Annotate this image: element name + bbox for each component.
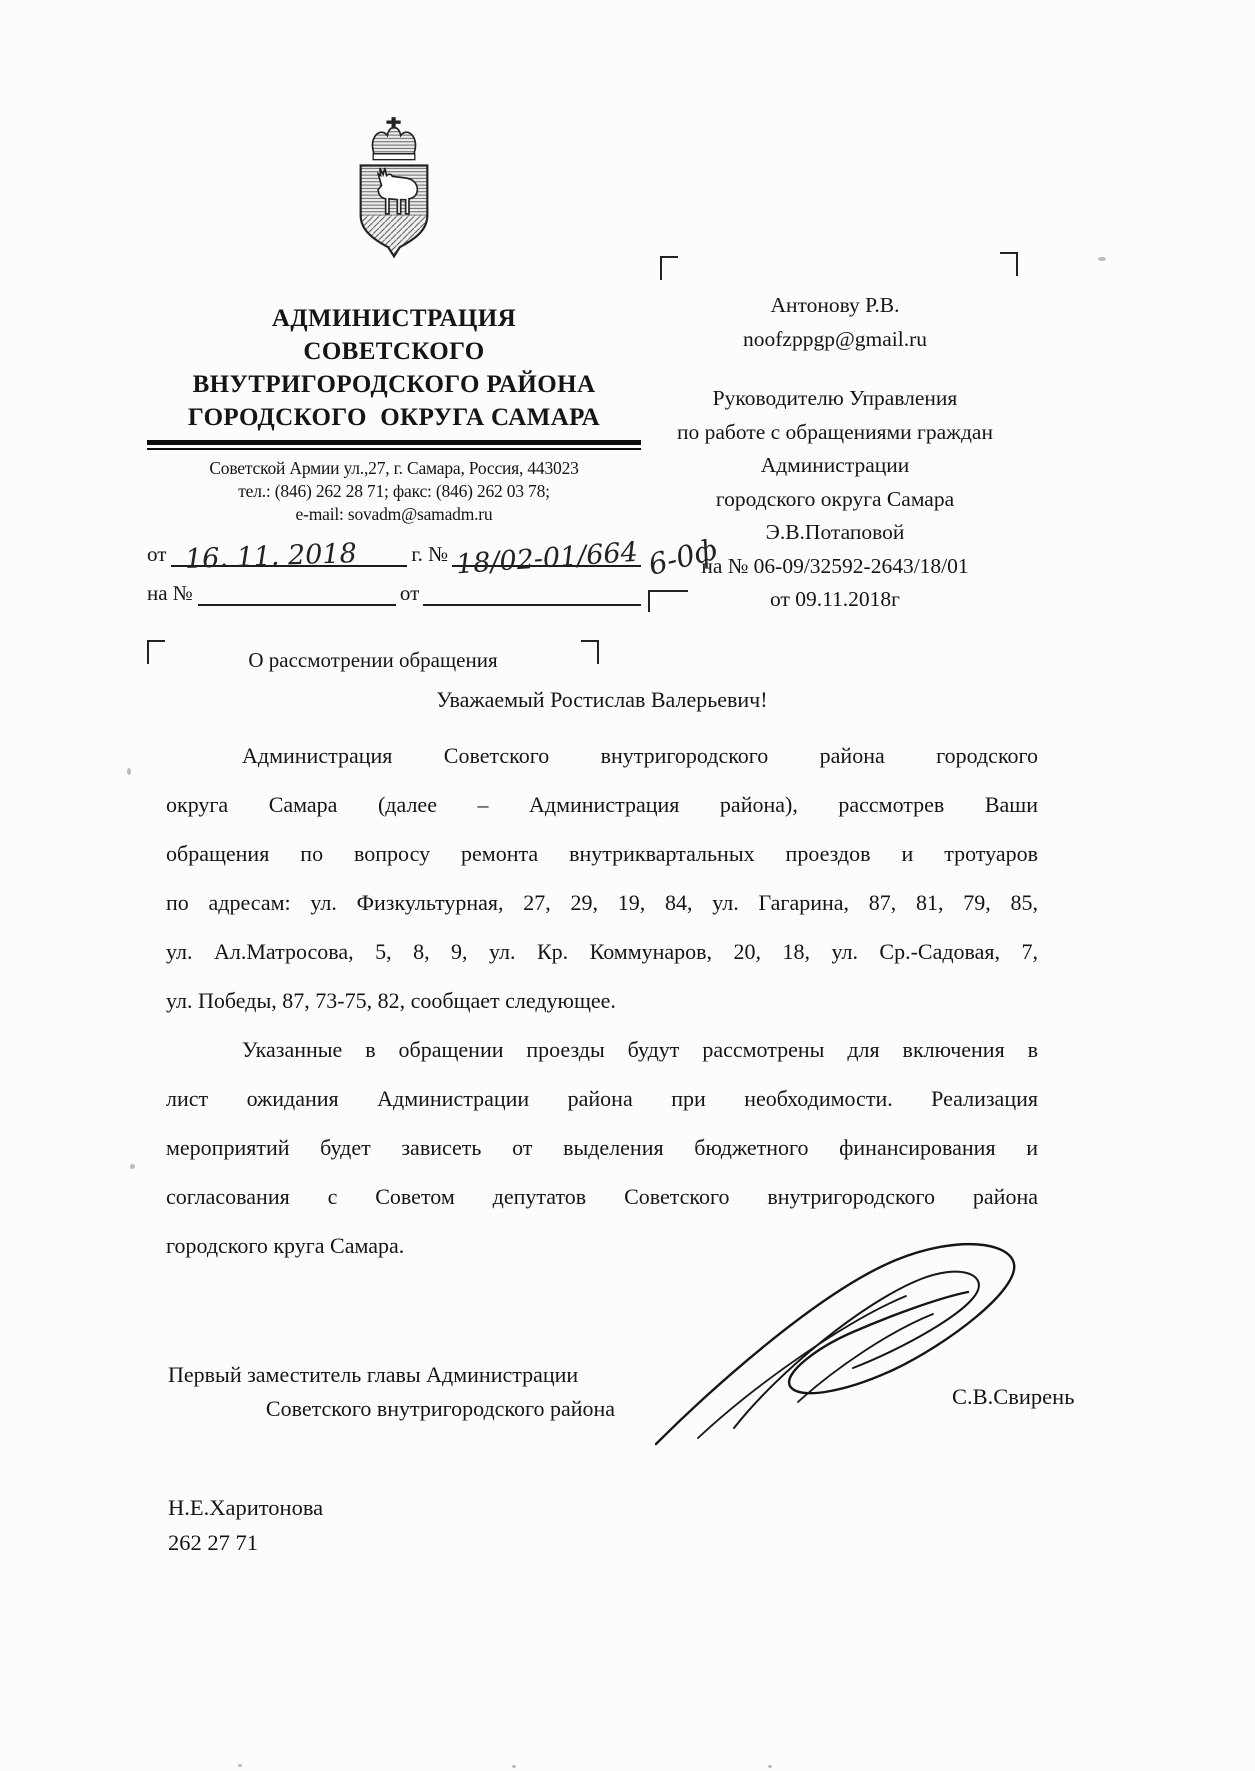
body-line: согласования с Советом депутатов Советского внутригородского района bbox=[166, 1184, 1038, 1209]
scan-speck bbox=[1098, 257, 1106, 261]
org-name-line: ГОРОДСКОГО ОКРУГА САМАРА bbox=[187, 404, 601, 431]
coat-of-arms-icon bbox=[344, 108, 444, 268]
recipient-block bbox=[655, 288, 1015, 617]
handwritten-number: 18/02-01/664 bbox=[455, 536, 639, 581]
executor-name: Н.Е.Харитонова bbox=[168, 1495, 324, 1520]
corner-bracket-icon bbox=[581, 640, 599, 664]
body-line: обращения по вопросу ремонта внутриквартальных проездов и тротуаров bbox=[166, 841, 1038, 866]
recipient-email: noofzppgp@gmail.ru bbox=[743, 327, 927, 351]
body-line: лист ожидания Администрации района при необходимости. Реализация bbox=[166, 1086, 1038, 1111]
recipient-line: Э.В.Потаповой bbox=[765, 520, 905, 544]
number-blank bbox=[452, 536, 641, 581]
recipient-name: Антонову Р.В. bbox=[770, 293, 900, 317]
reply-number-blank bbox=[198, 578, 396, 606]
recipient-ref-number: на № 06-09/32592-2643/18/01 bbox=[701, 553, 969, 578]
body-line: мероприятий будет зависеть от выделения бюджетного финансирования и bbox=[166, 1135, 1038, 1160]
org-name-line: АДМИНИСТРАЦИЯ bbox=[271, 305, 517, 332]
outgoing-reference-line bbox=[147, 536, 641, 581]
executor-block bbox=[168, 1490, 323, 1560]
signer-title bbox=[168, 1358, 713, 1426]
recipient-line: по работе с обращениями граждан bbox=[677, 419, 993, 444]
address-line: e-mail: sovadm@samadm.ru bbox=[295, 504, 493, 524]
reply-date-blank bbox=[423, 578, 641, 606]
letterhead bbox=[147, 108, 641, 673]
body-line: ул. Ал.Матросова, 5, 8, 9, ул. Кр. Коммунаров, 20, 18, ул. Ср.-Садовая, 7, bbox=[166, 939, 1038, 964]
subject-text: О рассмотрении обращения bbox=[248, 648, 498, 672]
scan-speck bbox=[130, 1164, 135, 1169]
date-blank bbox=[171, 538, 407, 575]
letterhead-address bbox=[147, 457, 641, 526]
signature-icon bbox=[638, 1232, 1038, 1467]
signer-name: С.В.Свирень bbox=[952, 1384, 1075, 1409]
letterhead-rule-thin bbox=[147, 448, 641, 450]
recipient-line: городского округа Самара bbox=[715, 486, 955, 511]
recipient-ref-date: от 09.11.2018г bbox=[769, 587, 900, 611]
body-line: по адресам: ул. Физкультурная, 27, 29, 19, 84, ул. Гагарина, 87, 81, 79, 85, bbox=[166, 890, 1038, 915]
letterhead-rule-thick bbox=[147, 440, 641, 445]
signer-title-line: Советского внутригородского района bbox=[265, 1396, 616, 1421]
recipient-line: Администрации bbox=[760, 453, 910, 477]
body-line: городского круга Самара. bbox=[166, 1233, 405, 1258]
recipient-line: Руководителю Управления bbox=[712, 386, 958, 410]
letter-body bbox=[166, 685, 1038, 1270]
org-name-line: ВНУТРИГОРОДСКОГО РАЙОНА bbox=[192, 371, 596, 398]
handwritten-date: 16. 11. 2018 bbox=[184, 538, 358, 575]
paragraph-1 bbox=[166, 731, 1038, 1025]
body-line: ул. Победы, 87, 73-75, 82, сообщает следующее. bbox=[166, 988, 616, 1013]
scan-speck bbox=[768, 1765, 772, 1768]
address-line: тел.: (846) 262 28 71; факс: (846) 262 03 78; bbox=[238, 481, 550, 501]
body-line: Указанные в обращении проезды будут рассмотрены для включения в bbox=[242, 1037, 1038, 1062]
reply-reference-line bbox=[147, 578, 641, 606]
subject-row bbox=[147, 640, 599, 673]
signer-title-line: Первый заместитель главы Администрации bbox=[168, 1362, 579, 1387]
org-name bbox=[147, 302, 641, 434]
address-line: Советской Армии ул.,27, г. Самара, Россия, 443023 bbox=[209, 458, 579, 478]
reply-from-label: от bbox=[399, 581, 420, 605]
handwritten-number-suffix: 6-0ф bbox=[644, 532, 721, 582]
body-line: округа Самара (далее – Администрация района), рассмотрев Ваши bbox=[166, 792, 1038, 817]
from-label: от bbox=[147, 542, 167, 566]
scan-speck bbox=[512, 1765, 516, 1768]
body-line: Администрация Советского внутригородского района городского bbox=[242, 743, 1038, 768]
salutation: Уважаемый Ростислав Валерьевич! bbox=[436, 687, 768, 712]
corner-bracket-icon bbox=[1000, 252, 1018, 276]
corner-bracket-icon bbox=[660, 256, 678, 280]
corner-bracket-icon bbox=[147, 640, 165, 664]
scan-speck bbox=[127, 768, 131, 775]
recipient-position bbox=[655, 382, 1015, 617]
number-label: г. № bbox=[411, 542, 449, 566]
org-name-line: СОВЕТСКОГО bbox=[303, 338, 485, 365]
reply-label: на № bbox=[147, 581, 193, 605]
scan-speck bbox=[238, 1764, 242, 1767]
executor-phone: 262 27 71 bbox=[168, 1530, 258, 1555]
